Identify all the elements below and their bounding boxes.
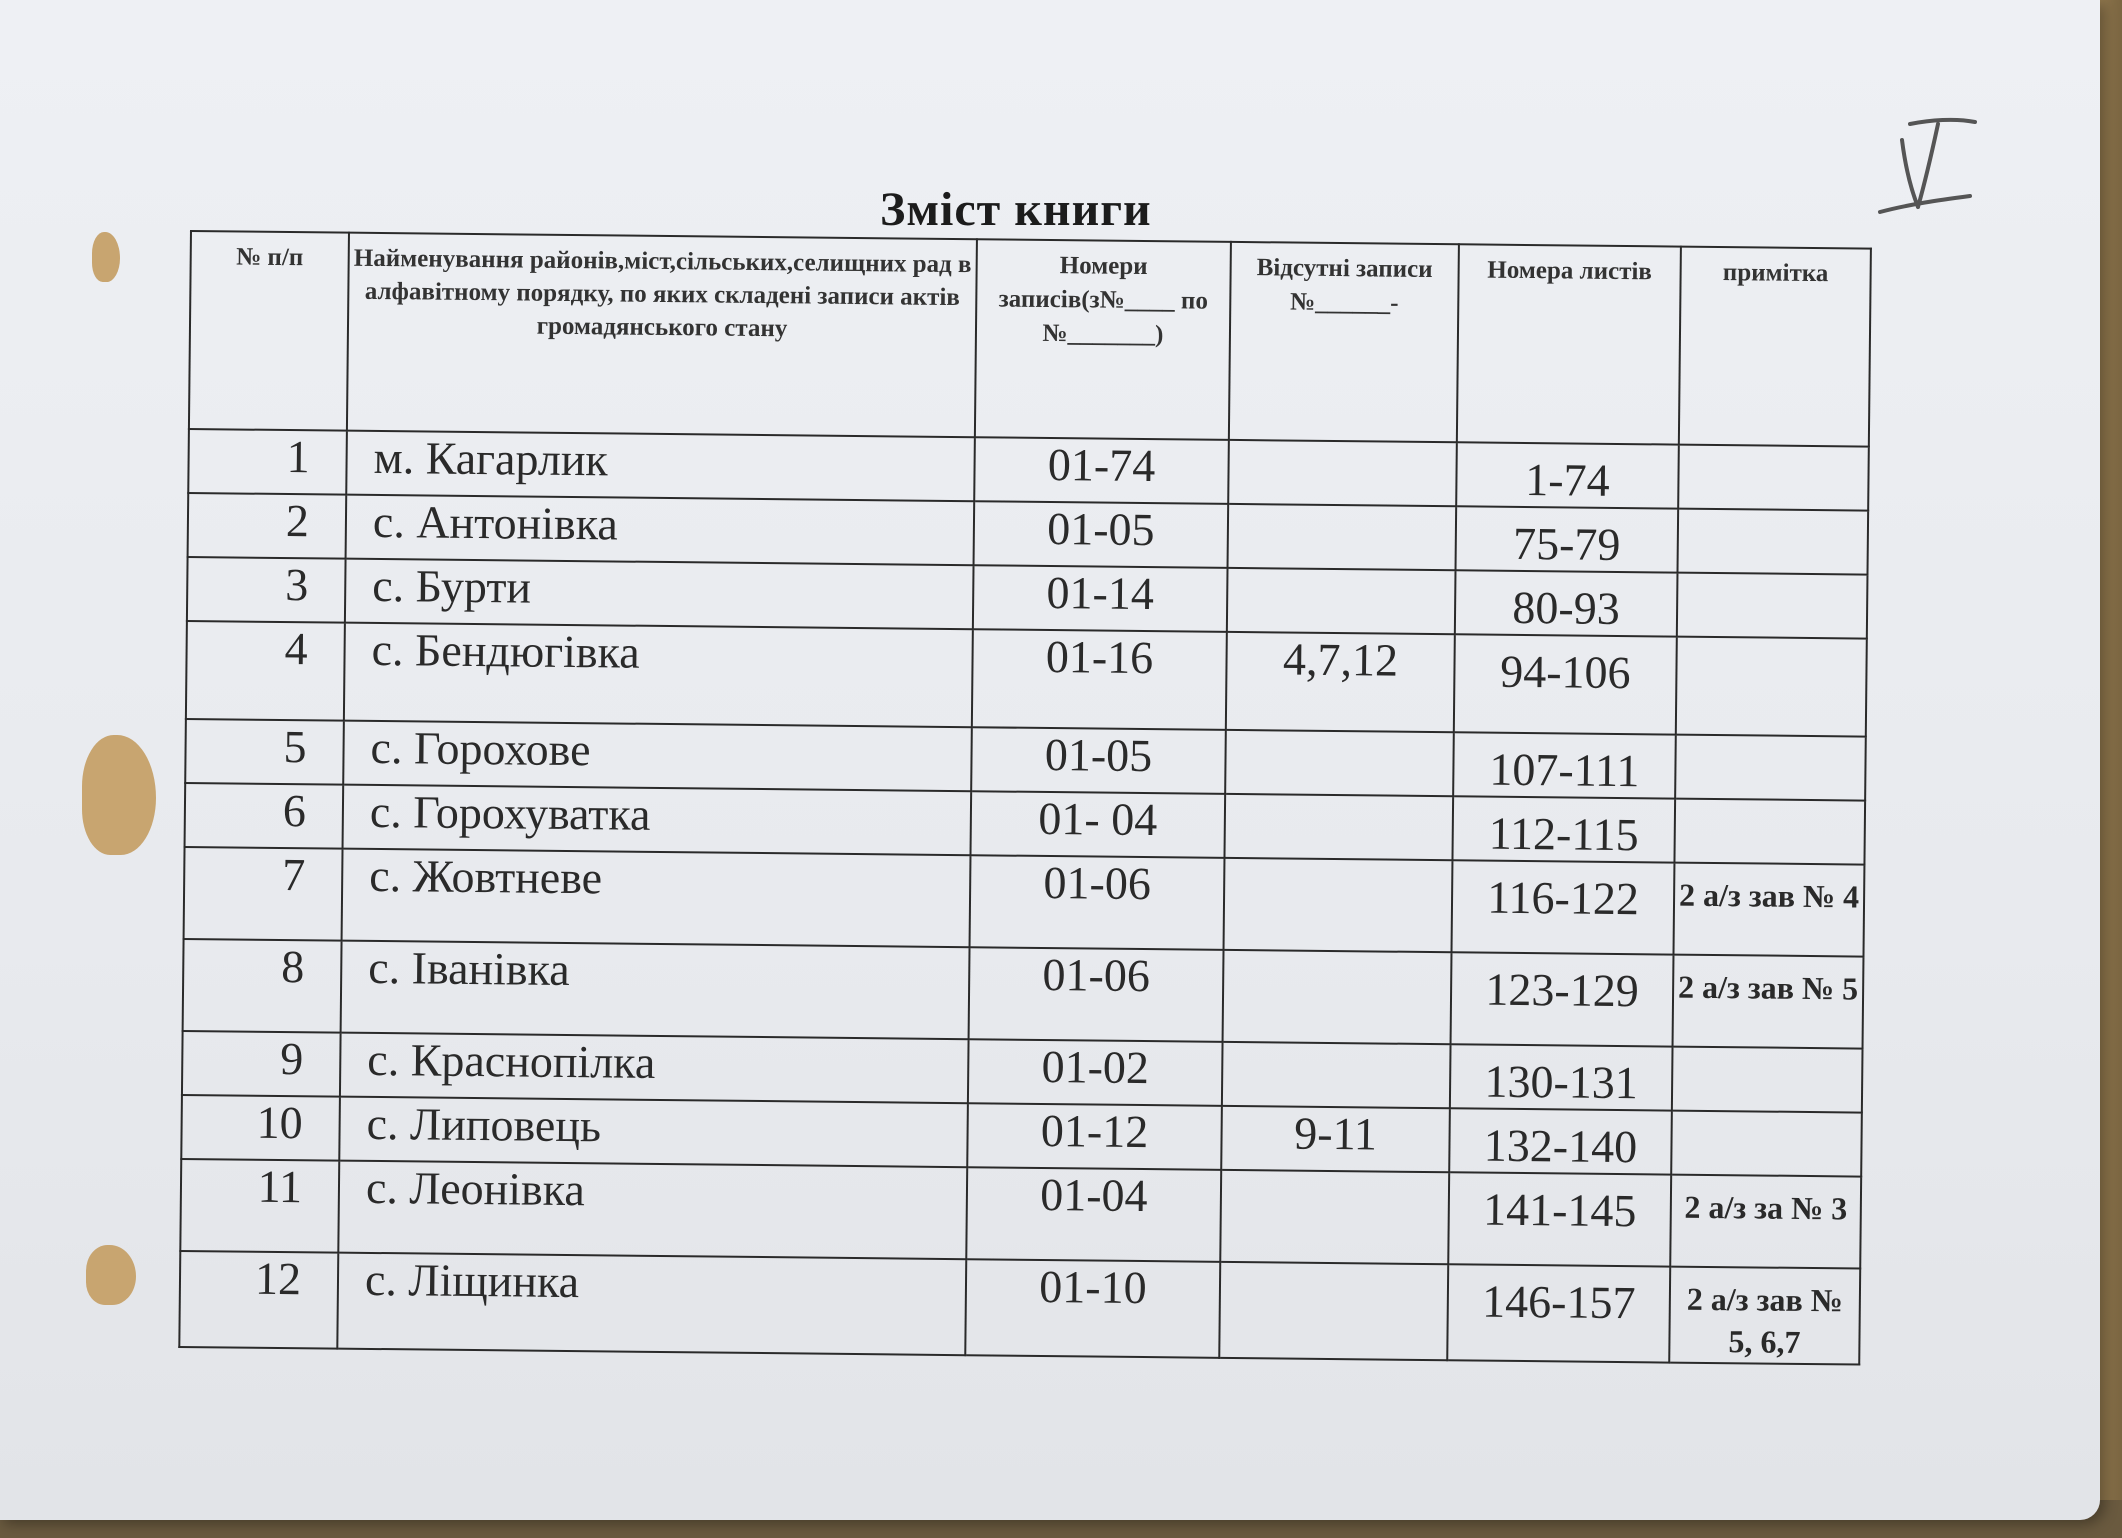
row-pages: 130-131	[1450, 1044, 1673, 1110]
row-note	[1675, 735, 1866, 801]
row-note: 2 а/з зав № 4	[1673, 863, 1864, 957]
row-num: 5	[185, 719, 344, 785]
row-note	[1672, 1047, 1863, 1113]
row-records: 01-04	[966, 1167, 1221, 1262]
header-note: примітка	[1679, 247, 1871, 447]
row-num: 7	[184, 847, 343, 941]
row-num: 12	[179, 1251, 338, 1349]
row-num: 9	[182, 1031, 341, 1097]
row-pages: 112-115	[1452, 796, 1675, 862]
row-missing	[1224, 794, 1453, 860]
row-pages: 75-79	[1456, 506, 1679, 572]
row-missing	[1219, 1262, 1448, 1360]
row-missing	[1225, 730, 1454, 796]
row-records: 01-12	[967, 1103, 1222, 1170]
row-records: 01-74	[974, 437, 1229, 504]
row-name: м. Кагарлик	[346, 431, 975, 502]
row-num: 6	[185, 783, 344, 849]
row-name: с. Бурти	[345, 559, 974, 630]
row-num: 10	[181, 1095, 340, 1161]
row-records: 01-06	[969, 947, 1224, 1042]
row-name: с. Леонівка	[338, 1161, 967, 1260]
row-missing	[1228, 504, 1457, 570]
row-name: с. Антонівка	[346, 495, 975, 566]
row-name: с. Липовець	[339, 1097, 968, 1168]
row-records: 01-14	[973, 565, 1228, 632]
row-records: 01-05	[971, 727, 1226, 794]
row-num: 2	[188, 493, 347, 559]
row-missing	[1222, 1042, 1451, 1108]
binding-hole-middle	[82, 735, 156, 855]
row-note: 2 а/з зав № 5	[1673, 955, 1864, 1049]
header-records: Номери записів(з№____ по №_______)	[975, 239, 1231, 440]
row-note	[1676, 637, 1867, 737]
row-note	[1671, 1111, 1862, 1177]
row-note	[1677, 509, 1868, 575]
binding-hole-top	[92, 232, 120, 282]
row-name: с. Бендюгівка	[344, 623, 973, 728]
row-missing	[1228, 440, 1457, 506]
page-title: Зміст книги	[880, 183, 1152, 236]
row-pages: 107-111	[1453, 732, 1676, 798]
header-pages: Номера листів	[1457, 244, 1681, 444]
row-pages: 80-93	[1455, 570, 1678, 636]
row-pages: 116-122	[1452, 860, 1675, 954]
row-note	[1674, 799, 1865, 865]
row-name: с. Ліщинка	[337, 1253, 966, 1356]
row-num: 4	[186, 621, 345, 721]
row-name: с. Краснопілка	[340, 1033, 969, 1104]
row-records: 01-16	[972, 629, 1227, 730]
row-num: 3	[187, 557, 346, 623]
row-name: с. Іванівка	[341, 941, 970, 1040]
row-missing	[1227, 568, 1456, 634]
row-note	[1678, 445, 1869, 511]
table-row	[183, 939, 1864, 1049]
row-missing	[1224, 858, 1453, 952]
row-pages: 146-157	[1447, 1264, 1670, 1362]
row-pages: 123-129	[1451, 952, 1674, 1046]
contents-table	[178, 230, 1872, 1366]
row-records: 01-10	[965, 1259, 1220, 1358]
row-name: с. Горохове	[343, 721, 972, 792]
row-pages: 132-140	[1449, 1108, 1672, 1174]
row-records: 01-02	[968, 1039, 1223, 1106]
table-row	[180, 1159, 1861, 1269]
row-records: 01-06	[970, 855, 1225, 950]
table-row	[179, 1251, 1860, 1365]
header-num: № п/п	[189, 231, 349, 431]
row-pages: 94-106	[1454, 634, 1677, 734]
row-pages: 141-145	[1448, 1172, 1671, 1266]
row-records: 01-05	[974, 501, 1229, 568]
table-row	[184, 847, 1865, 957]
row-note: 2 а/з зав № 5, 6,7	[1669, 1267, 1860, 1365]
row-num: 1	[188, 429, 347, 495]
row-name: с. Жовтневе	[342, 849, 971, 948]
handwritten-mark-icon	[1870, 112, 1990, 222]
row-missing	[1223, 950, 1452, 1044]
row-missing: 9-11	[1221, 1106, 1450, 1172]
row-note: 2 а/з за № 3	[1670, 1175, 1861, 1269]
row-note	[1677, 573, 1868, 639]
table-row	[186, 621, 1867, 737]
row-num: 8	[183, 939, 342, 1033]
row-pages: 1-74	[1456, 442, 1679, 508]
header-name: Найменування районів,міст,сільських,селищних рад в алфавітному порядку, по яких складені записи актів громадянського стану	[347, 233, 977, 438]
row-name: с. Горохуватка	[343, 785, 972, 856]
row-num: 11	[180, 1159, 339, 1253]
row-missing	[1220, 1170, 1449, 1264]
header-row	[189, 231, 1871, 447]
header-missing: Відсутні записи №______-	[1229, 242, 1459, 442]
binding-hole-bottom	[86, 1245, 136, 1305]
row-missing: 4,7,12	[1226, 632, 1455, 732]
row-records: 01- 04	[970, 791, 1225, 858]
